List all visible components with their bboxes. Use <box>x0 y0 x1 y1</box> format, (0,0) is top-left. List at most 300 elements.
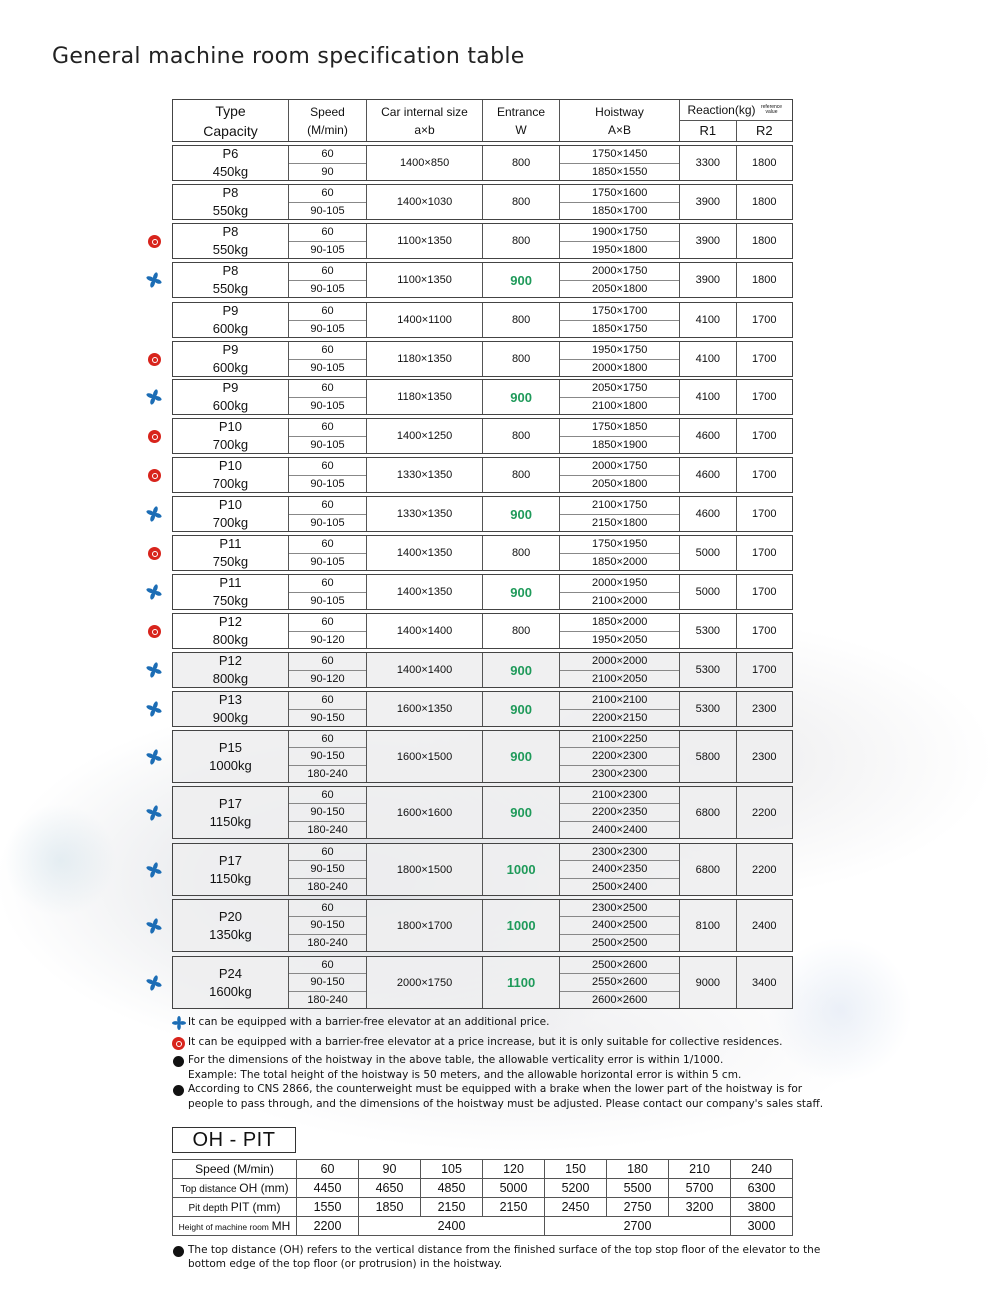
type-cell <box>173 614 289 648</box>
spec-row <box>172 184 793 220</box>
type-model: P15 <box>218 739 242 755</box>
pit-depth-label-small: Pit depth <box>188 1203 228 1214</box>
spec-row <box>172 223 793 259</box>
reaction-r1-cell: 5000 <box>680 536 736 570</box>
hoistway-cell <box>560 692 680 726</box>
top-distance-label <box>173 1179 297 1198</box>
reaction-r1-cell: 5000 <box>680 575 736 609</box>
red-circle-icon <box>148 469 161 482</box>
hoistway-cell <box>560 263 680 297</box>
speed-value: 90-105 <box>310 204 345 217</box>
hoistway-cell <box>560 380 680 414</box>
type-capacity: 550kg <box>212 281 249 296</box>
type-model: P17 <box>218 852 242 868</box>
type-cell <box>173 575 289 609</box>
type-capacity: 600kg <box>212 398 249 413</box>
speed-label-text: Speed (M/min) <box>195 1162 274 1176</box>
speed-value: 90-150 <box>310 711 345 724</box>
hoistway-value: 2200×2350 <box>560 804 679 821</box>
type-capacity: 1600kg <box>209 983 252 999</box>
reaction-r1-cell: 3300 <box>680 146 736 180</box>
speed-value: 60 <box>289 458 366 476</box>
reaction-r1-cell: 6800 <box>680 787 736 838</box>
hoistway-value: 2550×2600 <box>560 974 679 991</box>
type-cell <box>173 957 289 1008</box>
reaction-r1-cell: 5800 <box>680 731 736 782</box>
speed-cell <box>289 419 367 453</box>
speed-cell: 210 <box>669 1160 731 1179</box>
type-cell <box>173 419 289 453</box>
note-text: According to CNS 2866, the counterweight must be equipped with a brake when the lower part of the hoistway is for <box>188 1083 803 1095</box>
reaction-r2-cell: 1700 <box>752 625 777 637</box>
hoistway-value: 2300×2300 <box>560 844 679 861</box>
type-cell <box>173 224 289 258</box>
type-model: P9 <box>222 342 239 357</box>
note-text: It can be equipped with a barrier-free elevator at an additional price. <box>188 1016 550 1028</box>
spec-row <box>172 730 793 783</box>
speed-value: 180-240 <box>307 936 348 949</box>
hoistway-value: 1850×1750 <box>591 322 648 335</box>
type-cell <box>173 787 289 838</box>
speed-value: 90-105 <box>310 555 345 568</box>
spec-row <box>172 457 793 493</box>
type-cell <box>173 146 289 180</box>
car-size-cell: 1100×1350 <box>367 224 483 258</box>
car-size-cell: 2000×1750 <box>367 957 483 1008</box>
speed-value: 180-240 <box>307 880 348 893</box>
entrance-cell: 900 <box>483 575 560 609</box>
reaction-r1-cell: 5300 <box>680 692 736 726</box>
reaction-r1-cell: 4100 <box>680 380 736 414</box>
reaction-r2-cell: 1700 <box>752 353 777 365</box>
oh-cell: 5000 <box>483 1179 545 1198</box>
speed-value: 90-150 <box>289 917 366 934</box>
type-model: P20 <box>218 908 242 924</box>
speed-value: 60 <box>289 957 366 974</box>
type-capacity: 750kg <box>212 593 249 608</box>
speed-value: 60 <box>289 536 366 554</box>
spec-row <box>172 613 793 649</box>
reaction-r2-cell: 2200 <box>752 863 777 876</box>
hoistway-value: 2100×2050 <box>591 672 648 685</box>
hoistway-value: 2100×2100 <box>560 692 679 710</box>
speed-value: 90-105 <box>310 322 345 335</box>
speed-value: 60 <box>289 575 366 593</box>
hoistway-value: 2500×2500 <box>591 936 648 949</box>
car-size-cell: 1400×1030 <box>367 185 483 219</box>
type-model: P8 <box>222 224 239 239</box>
pit-depth-label-main: PIT (mm) <box>230 1200 281 1214</box>
spec-row <box>172 262 793 298</box>
speed-value: 60 <box>289 146 366 164</box>
type-model: P8 <box>222 263 239 278</box>
hoistway-value: 2100×1800 <box>591 399 648 412</box>
type-capacity: 550kg <box>212 203 249 218</box>
reaction-r2-cell: 1800 <box>752 196 777 208</box>
entrance-cell: 900 <box>483 380 560 414</box>
type-cell <box>173 844 289 895</box>
speed-cell: 150 <box>545 1160 607 1179</box>
oh-cell: 4450 <box>297 1179 359 1198</box>
speed-value: 60 <box>289 185 366 203</box>
speed-cell: 105 <box>421 1160 483 1179</box>
hoistway-cell <box>560 185 680 219</box>
type-capacity: 800kg <box>212 632 249 647</box>
pit-cell: 2450 <box>545 1198 607 1217</box>
pit-cell: 3800 <box>731 1198 793 1217</box>
hoistway-cell <box>560 575 680 609</box>
bullet-dot-icon <box>173 1056 184 1067</box>
machine-room-height-row <box>173 1217 793 1236</box>
reaction-r1-cell: 3900 <box>680 185 736 219</box>
type-capacity: 750kg <box>212 554 249 569</box>
header-car-label: Car internal size <box>381 104 468 119</box>
speed-cell <box>289 957 367 1008</box>
hoistway-value: 2300×2500 <box>560 900 679 917</box>
spec-row <box>172 899 793 952</box>
speed-cell <box>289 303 367 337</box>
type-capacity: 1150kg <box>209 813 252 829</box>
hoistway-value: 1750×1950 <box>560 536 679 554</box>
header-r2: R2 <box>755 123 773 139</box>
car-size-cell: 1400×1250 <box>367 419 483 453</box>
speed-value: 90-105 <box>310 438 345 451</box>
entrance-cell: 900 <box>483 731 560 782</box>
entrance-cell: 800 <box>483 342 560 376</box>
machine-room-height-label <box>173 1217 297 1236</box>
type-model: P17 <box>218 795 242 811</box>
pit-depth-label <box>173 1198 297 1217</box>
header-car <box>367 100 483 141</box>
header-r1: R1 <box>680 121 737 141</box>
wheelchair-blue-icon <box>146 975 162 991</box>
header-car-sub: a×b <box>414 122 435 137</box>
entrance-cell: 900 <box>483 653 560 687</box>
entrance-cell: 800 <box>483 303 560 337</box>
bullet-dot-icon <box>173 1246 184 1257</box>
hoistway-value: 2400×2500 <box>560 917 679 934</box>
car-size-cell: 1180×1350 <box>367 342 483 376</box>
speed-cell <box>289 458 367 492</box>
hoistway-value: 1950×1800 <box>591 243 648 256</box>
speed-cell <box>289 614 367 648</box>
hoistway-cell <box>560 303 680 337</box>
hoistway-value: 2400×2350 <box>560 861 679 878</box>
header-type <box>173 100 289 141</box>
hoistway-value: 2500×2600 <box>560 957 679 974</box>
spec-row <box>172 652 793 688</box>
speed-value: 90-105 <box>310 243 345 256</box>
type-cell <box>173 692 289 726</box>
type-model: P24 <box>218 965 242 981</box>
speed-row <box>173 1160 793 1179</box>
pit-cell: 2150 <box>421 1198 483 1217</box>
type-capacity: 450kg <box>212 164 249 179</box>
wheelchair-blue-icon <box>172 1016 186 1030</box>
type-capacity: 600kg <box>212 360 249 375</box>
wheelchair-blue-icon <box>146 272 162 288</box>
type-capacity: 700kg <box>212 515 249 530</box>
type-capacity: 1350kg <box>209 926 252 942</box>
type-capacity: 600kg <box>212 321 249 336</box>
hoistway-value: 1750×1600 <box>560 185 679 203</box>
pit-cell: 1550 <box>297 1198 359 1217</box>
wheelchair-blue-icon <box>146 918 162 934</box>
reaction-r2-cell: 1700 <box>752 314 777 326</box>
type-capacity: 1150kg <box>209 870 252 886</box>
speed-cell <box>289 653 367 687</box>
speed-cell: 90 <box>359 1160 421 1179</box>
entrance-cell: 1100 <box>483 957 560 1008</box>
car-size-cell: 1400×1400 <box>367 614 483 648</box>
speed-cell: 240 <box>731 1160 793 1179</box>
speed-value: 60 <box>289 787 366 804</box>
speed-cell <box>289 900 367 951</box>
speed-value: 90-150 <box>289 861 366 878</box>
hoistway-value: 1900×1750 <box>560 224 679 242</box>
speed-value: 60 <box>289 497 366 515</box>
entrance-cell: 800 <box>483 185 560 219</box>
header-type-label: Type <box>215 102 246 119</box>
reaction-r2-cell: 1700 <box>752 547 777 559</box>
speed-cell: 180 <box>607 1160 669 1179</box>
hoistway-cell <box>560 614 680 648</box>
hoistway-cell <box>560 342 680 376</box>
oh-cell: 5200 <box>545 1179 607 1198</box>
footnote-line: The top distance (OH) refers to the vertical distance from the finished surface of the top stop floor of the elevator to the <box>188 1244 821 1256</box>
speed-cell <box>289 536 367 570</box>
hoistway-cell <box>560 900 680 951</box>
oh-pit-table <box>172 1159 793 1236</box>
hoistway-value: 2500×2400 <box>591 880 648 893</box>
type-cell <box>173 263 289 297</box>
header-reaction-note: reference value <box>760 103 783 115</box>
hoistway-value: 1850×1700 <box>591 204 648 217</box>
speed-value: 60 <box>289 900 366 917</box>
spec-row <box>172 145 793 181</box>
speed-value: 180-240 <box>307 767 348 780</box>
car-size-cell: 1400×1400 <box>367 653 483 687</box>
hoistway-value: 2100×1750 <box>560 497 679 515</box>
entrance-cell: 900 <box>483 787 560 838</box>
car-size-cell: 1800×1700 <box>367 900 483 951</box>
hoistway-cell <box>560 497 680 531</box>
header-reaction <box>680 100 792 141</box>
speed-value: 60 <box>289 224 366 242</box>
pit-cell: 3200 <box>669 1198 731 1217</box>
speed-cell <box>289 787 367 838</box>
red-circle-icon <box>148 235 161 248</box>
type-model: P12 <box>218 653 242 668</box>
spec-row <box>172 418 793 454</box>
speed-cell <box>289 380 367 414</box>
speed-cell <box>289 731 367 782</box>
speed-value: 90-120 <box>310 672 345 685</box>
speed-value: 90-105 <box>310 594 345 607</box>
reaction-r2-cell: 1700 <box>752 664 777 676</box>
header-entrance-label: Entrance <box>496 104 546 119</box>
hoistway-cell <box>560 224 680 258</box>
car-size-cell: 1330×1350 <box>367 458 483 492</box>
wheelchair-blue-icon <box>146 862 162 878</box>
red-circle-icon <box>148 625 161 638</box>
type-model: P11 <box>219 536 242 551</box>
wheelchair-blue-icon <box>146 701 162 717</box>
header-hoistway-sub: A×B <box>607 122 631 137</box>
type-model: P11 <box>219 575 242 590</box>
header-capacity-label: Capacity <box>203 122 258 139</box>
reaction-r1-cell: 8100 <box>680 900 736 951</box>
hoistway-cell <box>560 146 680 180</box>
reaction-r1-cell: 3900 <box>680 263 736 297</box>
hoistway-value: 2050×1750 <box>560 380 679 398</box>
hoistway-cell <box>560 731 680 782</box>
car-size-cell: 1600×1500 <box>367 731 483 782</box>
entrance-cell: 800 <box>483 536 560 570</box>
speed-value: 90-150 <box>289 748 366 765</box>
type-model: P9 <box>222 303 239 318</box>
oh-cell: 5700 <box>669 1179 731 1198</box>
reaction-r1-cell: 4600 <box>680 458 736 492</box>
hoistway-value: 1850×2000 <box>560 614 679 632</box>
speed-cell <box>289 575 367 609</box>
speed-value: 60 <box>289 844 366 861</box>
pit-cell: 2750 <box>607 1198 669 1217</box>
mh-cell: 2200 <box>297 1217 359 1236</box>
hoistway-cell <box>560 787 680 838</box>
speed-cell <box>289 844 367 895</box>
red-circle-icon <box>148 430 161 443</box>
reaction-r2-cell: 2400 <box>752 919 777 932</box>
entrance-cell: 1000 <box>483 900 560 951</box>
hoistway-value: 2000×1950 <box>560 575 679 593</box>
spec-row <box>172 956 793 1009</box>
spec-row <box>172 341 793 377</box>
header-speed-unit: (M/min) <box>307 122 348 137</box>
hoistway-cell <box>560 653 680 687</box>
type-cell <box>173 497 289 531</box>
entrance-cell: 900 <box>483 263 560 297</box>
hoistway-value: 1850×1550 <box>591 165 648 178</box>
oh-pit-title: OH - PIT <box>172 1127 296 1153</box>
speed-value: 60 <box>289 380 366 398</box>
entrance-cell: 800 <box>483 458 560 492</box>
speed-cell <box>289 146 367 180</box>
hoistway-value: 2300×2300 <box>591 767 648 780</box>
reaction-r1-cell: 4600 <box>680 497 736 531</box>
oh-cell: 4650 <box>359 1179 421 1198</box>
hoistway-value: 2100×2250 <box>560 731 679 748</box>
speed-cell: 120 <box>483 1160 545 1179</box>
reaction-r2-cell: 1700 <box>752 391 777 403</box>
reaction-r2-cell: 1700 <box>752 430 777 442</box>
car-size-cell: 1400×1350 <box>367 575 483 609</box>
type-model: P6 <box>222 146 239 161</box>
header-hoistway <box>560 100 680 141</box>
type-cell <box>173 185 289 219</box>
hoistway-value: 1850×1900 <box>591 438 648 451</box>
type-model: P10 <box>218 419 242 434</box>
type-cell <box>173 380 289 414</box>
mh-cell: 3000 <box>731 1217 793 1236</box>
red-circle-icon <box>148 547 161 560</box>
type-capacity: 1000kg <box>209 757 252 773</box>
spec-row <box>172 574 793 610</box>
hoistway-value: 1750×1700 <box>560 303 679 321</box>
spec-table-header <box>172 99 793 142</box>
reaction-r2-cell: 1700 <box>752 469 777 481</box>
speed-label <box>173 1160 297 1179</box>
speed-cell <box>289 224 367 258</box>
reaction-r2-cell: 3400 <box>752 976 777 989</box>
speed-value: 60 <box>289 731 366 748</box>
type-cell <box>173 900 289 951</box>
speed-value: 180-240 <box>307 993 348 1006</box>
type-capacity: 700kg <box>212 476 249 491</box>
header-speed-label: Speed <box>310 104 345 119</box>
hoistway-value: 2200×2150 <box>591 711 648 724</box>
hoistway-value: 1950×1750 <box>560 342 679 360</box>
spec-row <box>172 843 793 896</box>
pit-cell: 2150 <box>483 1198 545 1217</box>
mh-cell: 2400 <box>359 1217 545 1236</box>
spec-row <box>172 535 793 571</box>
entrance-cell: 900 <box>483 497 560 531</box>
hoistway-value: 2000×1800 <box>591 361 648 374</box>
car-size-cell: 1600×1600 <box>367 787 483 838</box>
reaction-r2-cell: 2200 <box>752 806 777 819</box>
hoistway-cell <box>560 458 680 492</box>
speed-value: 90-105 <box>310 361 345 374</box>
hoistway-value: 2000×2000 <box>560 653 679 671</box>
reaction-r1-cell: 4100 <box>680 303 736 337</box>
oh-cell: 4850 <box>421 1179 483 1198</box>
speed-cell <box>289 497 367 531</box>
type-cell <box>173 536 289 570</box>
reaction-r2-cell: 1800 <box>752 235 777 247</box>
entrance-cell: 1000 <box>483 844 560 895</box>
car-size-cell: 1400×1100 <box>367 303 483 337</box>
speed-value: 90-105 <box>310 516 345 529</box>
hoistway-cell <box>560 844 680 895</box>
speed-cell: 60 <box>297 1160 359 1179</box>
entrance-cell: 900 <box>483 692 560 726</box>
speed-value: 60 <box>289 303 366 321</box>
type-cell <box>173 458 289 492</box>
hoistway-value: 2100×2000 <box>591 594 648 607</box>
wheelchair-blue-icon <box>146 389 162 405</box>
speed-value: 90-105 <box>310 399 345 412</box>
reaction-r2-cell: 1800 <box>752 274 777 286</box>
type-capacity: 800kg <box>212 671 249 686</box>
speed-value: 90-105 <box>310 477 345 490</box>
hoistway-cell <box>560 536 680 570</box>
speed-cell <box>289 342 367 376</box>
speed-value: 90-150 <box>289 974 366 991</box>
car-size-cell: 1400×850 <box>367 146 483 180</box>
spec-row <box>172 496 793 532</box>
hoistway-value: 2200×2300 <box>560 748 679 765</box>
reaction-r1-cell: 5300 <box>680 653 736 687</box>
note-text: people to pass through, and the dimensions of the hoistway must be adjusted. Please contact our company's sales staff. <box>188 1098 824 1110</box>
hoistway-value: 1850×2000 <box>591 555 648 568</box>
hoistway-value: 2150×1800 <box>591 516 648 529</box>
car-size-cell: 1100×1350 <box>367 263 483 297</box>
oh-cell: 6300 <box>731 1179 793 1198</box>
speed-value: 90-150 <box>289 804 366 821</box>
oh-cell: 5500 <box>607 1179 669 1198</box>
hoistway-value: 2100×2300 <box>560 787 679 804</box>
